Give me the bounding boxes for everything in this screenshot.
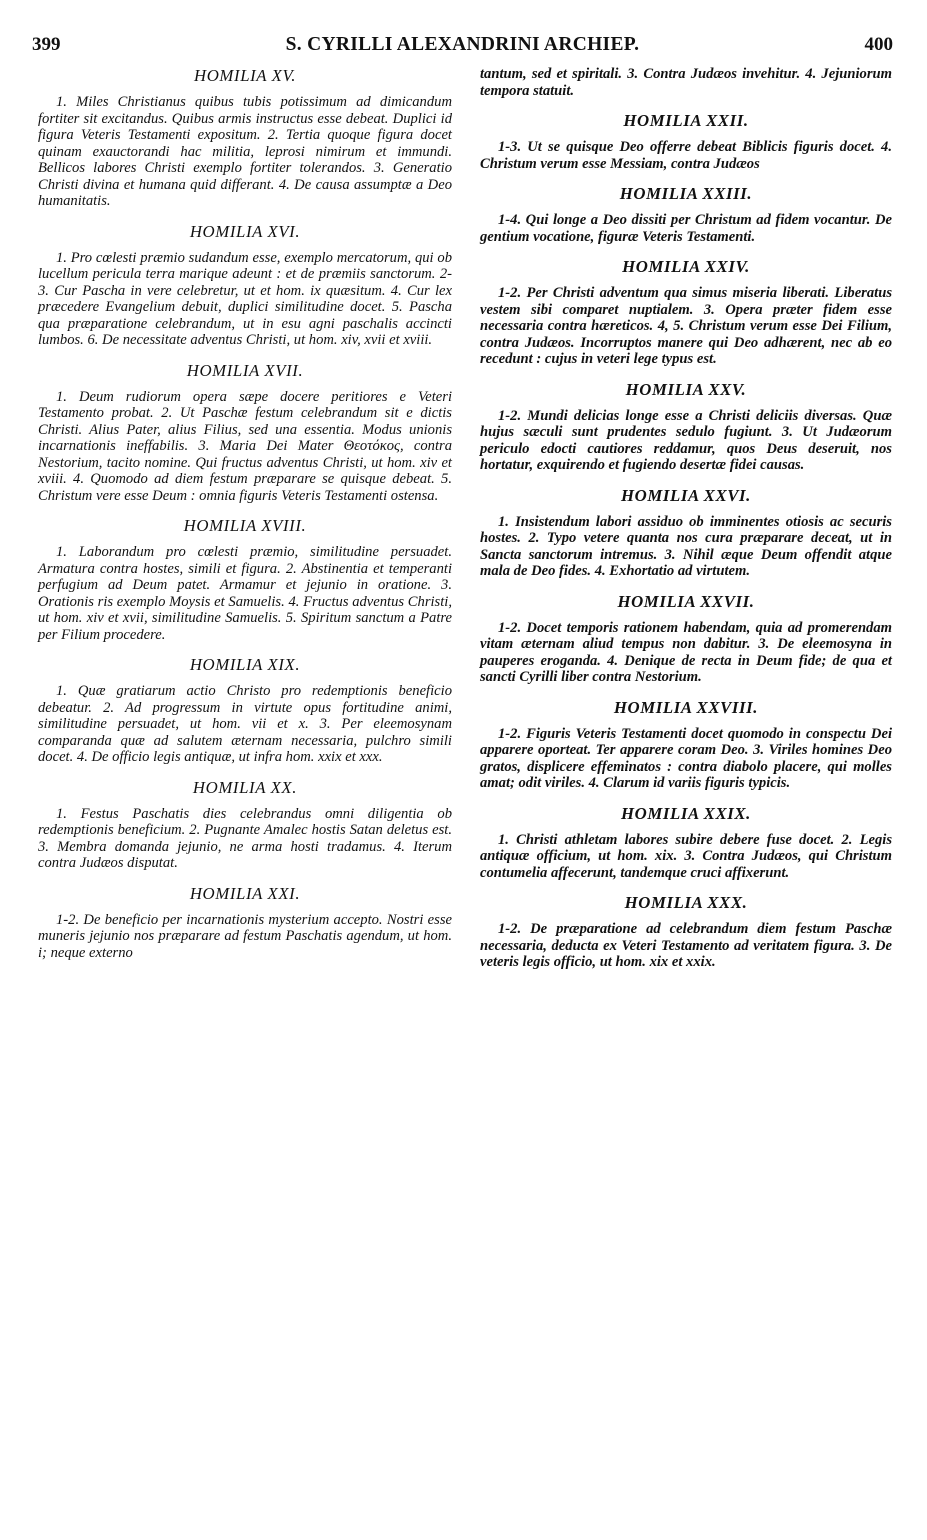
homily-summary: 1-2. De præparatione ad celebrandum diem festum Paschæ necessaria, deducta ex Veteri Testamento ad veritatem figura. 3. De veteris legis officio, ut hom. xix et xxix.: [480, 921, 892, 970]
page-number-right: 400: [864, 34, 893, 55]
homily-summary: 1. Deum rudiorum opera sæpe docere peritiores e Veteri Testamento probat. 2. Ut Paschæ festum celebrandum sit e dictis Christi. Alius Pater, alius Filius, sed una essentia. Modus unionis incarnationis ineffabilis. 3. Maria Dei Mater Θεοτόκος, contra Nestorium, tacito nomine. Qui fructus adventus Christi, ut hom. xiv et xviii. 4. Quomodo ad diem festum præparare se quisque debeat. 5. Christum vere esse Deum : omnia figuris Veteris Testamenti ostensa.: [38, 388, 452, 504]
homily-title: HOMILIA XIX.: [189, 655, 301, 674]
homily-section: [480, 380, 892, 474]
homily-summary: 1. Pro cœlesti præmio sudandum esse, exemplo mercatorum, qui ob lucellum pericula terra marique adeunt : et de præmiis sanctorum. 2-3. Cur Pascha in vere celebretur, ut et hom. ix quæsitum. 4. Cur lex præcedere Evangelium debuit, duplici similitudine docet. 5. Pascha qua præparatione celebrandum, ut in esu agni paschalis accincti lumbos. 6. De necessitate adventus Christi, ut hom. xiv, xvii et xviii.: [38, 249, 452, 348]
homily-title: HOMILIA XXX.: [624, 893, 748, 912]
homily-section: [480, 698, 892, 792]
homily-title: HOMILIA XXVIII.: [613, 697, 759, 717]
homily-section: [38, 361, 452, 505]
homily-section: [38, 66, 452, 210]
homily-title: HOMILIA XX.: [192, 777, 298, 797]
homily-title: HOMILIA XXIV.: [622, 257, 750, 276]
homily-section: [38, 222, 452, 349]
homily-title: HOMILIA XVI.: [189, 221, 301, 241]
homily-title: HOMILIA XXVI.: [621, 485, 751, 505]
homily-section: [480, 111, 892, 172]
page-header: [32, 34, 893, 60]
running-title: S. CYRILLI ALEXANDRINI ARCHIEP.: [285, 34, 640, 55]
homily-title: HOMILIA XXI.: [189, 883, 301, 903]
homily-summary: 1-2. Docet temporis rationem habendam, quia ad promerendam vitam æternam aliud tempus non dabitur. 3. De eleemosyna in pauperes eroganda. 4. Denique de recta in Deum fide; de qua et sancti Cyrilli liber contra Nestorium.: [480, 619, 892, 685]
homily-section: [480, 893, 892, 971]
homily-summary: 1. Miles Christianus quibus tubis potissimum ad dimicandum fortiter sit excitandus. Quibus armis instructus esse debeat. Duplici id figura Veteris Testamenti expositum. 2. Tertia quoque figura docet quinam exauctorandi hac militia, leprosi nimirum et immundi. Bellicos labores Christi exemplo fortiter tolerandos. 3. Generatio Christi divina et humana quid differant. 4. De causa assumptæ a Deo humanitatis.: [38, 94, 452, 209]
homily-summary: 1-2. De beneficio per incarnationis mysterium acceptо. Nostri esse muneris jejunio nos præparare ad festum Paschatis agendum, ut hom. i; neque externo: [38, 911, 452, 961]
homily-summary: 1. Laborandum pro cœlesti præmio, similitudine persuadet. Armatura contra hostes, simili et figura. 2. Abstinentia et temperanti perfugium ad Deum patet. Armamur et jejunio in oratione. 3. Orationis ris exemplo Moysis et Samuelis. 4. Fructus adventus Christi, ut hom. xiv et xvii, similitudine Samuelis. 5. Spiritum sanctum a Patre per Filium procedere.: [38, 544, 452, 643]
homily-summary: 1. Christi athletam labores subire debere fuse docet. 2. Legis antiquæ officium, ut hom. xix. 3. Contra Judæos, qui Christum contumelia affecerunt, tandemque cruci affixerunt.: [480, 831, 892, 881]
homily-section: [38, 884, 452, 962]
homily-title: HOMILIA XXV.: [625, 379, 747, 399]
homily-title: HOMILIA XVIII.: [183, 516, 307, 535]
homily-section: [480, 66, 892, 99]
homily-title: HOMILIA XXVII.: [617, 591, 755, 611]
homily-section: [480, 592, 892, 686]
homily-section: [480, 257, 892, 368]
homily-section: [480, 804, 892, 882]
homily-summary: 1-2. Figuris Veteris Testamenti docet quomodo in conspectu Dei apparere oporteat. Ter apparere coram Deo. 3. Viriles homines Deo gratos, displicere effeminatos : contra diabolo placere, qui molles amat; odit viriles. 4. Clarum id variis figuris typicis.: [480, 725, 892, 791]
homily-section: [480, 486, 892, 580]
homily-section: [38, 655, 452, 766]
homily-summary: 1-2. Per Christi adventum qua simus miseria liberati. Liberatus vestem sibi comparet nuptialem. 3. Opera præter fidem esse necessaria contra hæreticos. 4, 5. Christum verum esse Dei Filium, contra Judæos. Incorruptos manere qui Deo adhærent, nec ab eo recedunt : cujus in veteri lege typus est.: [480, 285, 892, 367]
homily-title: HOMILIA XXIX.: [621, 803, 751, 823]
homily-title: HOMILIA XXIII.: [619, 184, 753, 203]
homily-summary: 1-4. Qui longe a Deo dissiti per Christum ad fidem vocantur. De gentium vocatione, figuræ Veteris Testamenti.: [480, 212, 892, 245]
homily-summary: tantum, sed et spiritali. 3. Contra Judæos invehitur. 4. Jejuniorum tempora statuit.: [480, 66, 892, 99]
homily-title: HOMILIA XVII.: [186, 360, 304, 380]
homily-section: [480, 184, 892, 245]
homily-summary: 1-2. Mundi delicias longe esse a Christi deliciis diversas. Quæ hujus sæculi sunt prudentes sedulo fugiunt. 3. Ut Judæorum periculo edocti cautiores reddamur, quos Deus deseruit, nos hortatur, exquirendo et fugiendo desertæ fidei causas.: [480, 407, 892, 473]
left-column: [38, 66, 452, 973]
homily-title: HOMILIA XV.: [193, 66, 296, 85]
page-number-left: 399: [32, 34, 61, 55]
homily-section: [38, 516, 452, 643]
homily-summary: 1-3. Ut se quisque Deo offerre debeat Biblicis figuris docet. 4. Christum verum esse Messiam, contra Judæos: [480, 139, 892, 172]
right-column: [480, 66, 892, 983]
homily-summary: 1. Insistendum labori assiduo ob imminentes otiosis ac securis hostes. 2. Typo vetere quanta nos cura præparare deceat, ut in Sancta sanctorum intremus. 3. Nihil æque Deum offendit atque mala de Deo fides. 4. Exhortatio ad virtutem.: [480, 513, 892, 579]
homily-summary: 1. Festus Paschatis dies celebrandus omni diligentia ob redemptionis beneficium. 2. Pugnante Amalec hostis Satan deletus est. 3. Membra domanda jejunio, ne arma hosti tradamus. 4. Iterum contra Judæos disputat.: [38, 805, 452, 871]
homily-title: HOMILIA XXII.: [623, 111, 749, 130]
homily-section: [38, 778, 452, 872]
homily-summary: 1. Quæ gratiarum actio Christo pro redemptionis beneficio debeatur. 2. Ad progressum in virtute opus fortitudine animi, similitudine persuadet, ut hom. vii et x. 3. Per eleemosynam comparanda quæ ad salutem æternam necessaria, pulchro simili docet. 4. De officio legis antiquæ, ut infra hom. xxix et xxx.: [38, 683, 452, 765]
